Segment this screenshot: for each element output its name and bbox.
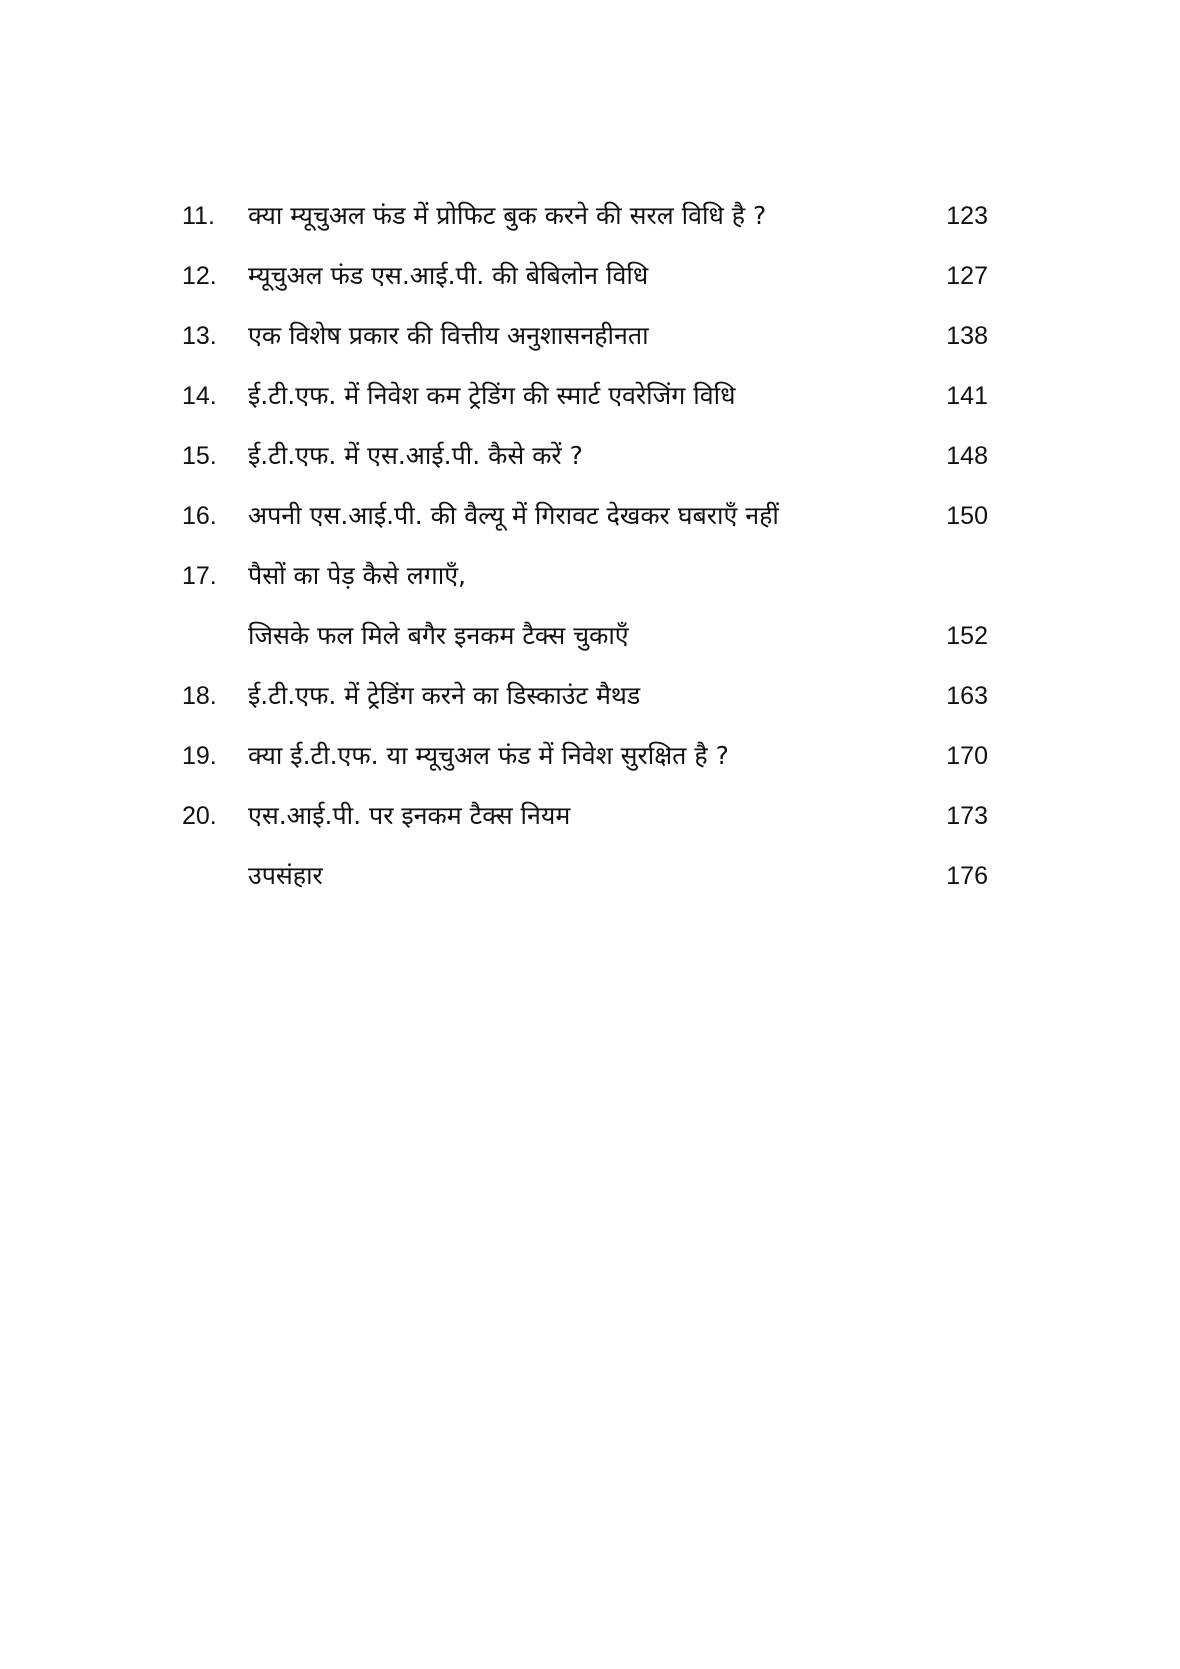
toc-entry-12 — [182, 246, 988, 306]
toc-entry-20 — [182, 786, 988, 846]
toc-entry-17 — [182, 546, 988, 666]
toc-entry-number: 16. — [182, 502, 217, 530]
toc-entry-title: एक विशेष प्रकार की वित्तीय अनुशासनहीनता — [248, 321, 649, 350]
toc-entry-number: 19. — [182, 742, 217, 770]
toc-entry-page: 152 — [946, 622, 988, 650]
toc-entry-title: क्या म्यूचुअल फंड में प्रोफिट बुक करने की सरल विधि है ? — [248, 201, 767, 230]
toc-entry-title: क्या ई.टी.एफ. या म्यूचुअल फंड में निवेश सुरक्षित है ? — [248, 741, 729, 770]
toc-entry-title — [248, 546, 918, 666]
toc-entry-title: उपसंहार — [248, 861, 323, 890]
toc-entry-number: 18. — [182, 682, 217, 710]
toc-entry-title-line-1: पैसों का पेड़ कैसे लगाएँ, — [248, 561, 466, 590]
toc-entry-title-line-2: जिसके फल मिले बगैर इनकम टैक्स चुकाएँ — [248, 621, 629, 650]
toc-entry-number: 11. — [182, 202, 215, 230]
toc-entry-16 — [182, 486, 988, 546]
toc-entry-number: 20. — [182, 802, 217, 830]
toc-entry-page: 127 — [946, 262, 988, 290]
toc-entry-page: 141 — [946, 382, 988, 410]
toc-entry-11 — [182, 186, 988, 246]
toc-entry-title: ई.टी.एफ. में ट्रेडिंग करने का डिस्काउंट मैथड — [248, 681, 641, 710]
toc-entry-title: ई.टी.एफ. में एस.आई.पी. कैसे करें ? — [248, 441, 583, 470]
toc-entry-page: 170 — [946, 742, 988, 770]
toc-entry-title: म्यूचुअल फंड एस.आई.पी. की बेबिलोन विधि — [248, 261, 649, 290]
toc-entry-number: 12. — [182, 262, 217, 290]
toc-entry-19 — [182, 726, 988, 786]
toc-entry-13 — [182, 306, 988, 366]
toc-entry-number: 15. — [182, 442, 217, 470]
toc-entry-page: 138 — [946, 322, 988, 350]
toc-entry-title: अपनी एस.आई.पी. की वैल्यू में गिरावट देखकर घबराएँ नहीं — [248, 501, 779, 530]
toc-entry-number: 14. — [182, 382, 217, 410]
toc-entry-page: 148 — [946, 442, 988, 470]
toc-entry-title: ई.टी.एफ. में निवेश कम ट्रेडिंग की स्मार्ट एवरेजिंग विधि — [248, 381, 736, 410]
toc-entry-page: 163 — [946, 682, 988, 710]
toc-entry-page: 150 — [946, 502, 988, 530]
toc-entry-page: 176 — [946, 862, 988, 890]
toc-entry-15 — [182, 426, 988, 486]
toc-entry-14 — [182, 366, 988, 426]
toc-entry-page: 123 — [946, 202, 988, 230]
table-of-contents — [182, 186, 988, 906]
toc-entry-number: 17. — [182, 562, 217, 590]
toc-entry-page: 173 — [946, 802, 988, 830]
toc-entry-title: एस.आई.पी. पर इनकम टैक्स नियम — [248, 801, 571, 830]
toc-entry-epilogue — [182, 846, 988, 906]
toc-entry-number: 13. — [182, 322, 217, 350]
toc-entry-18 — [182, 666, 988, 726]
